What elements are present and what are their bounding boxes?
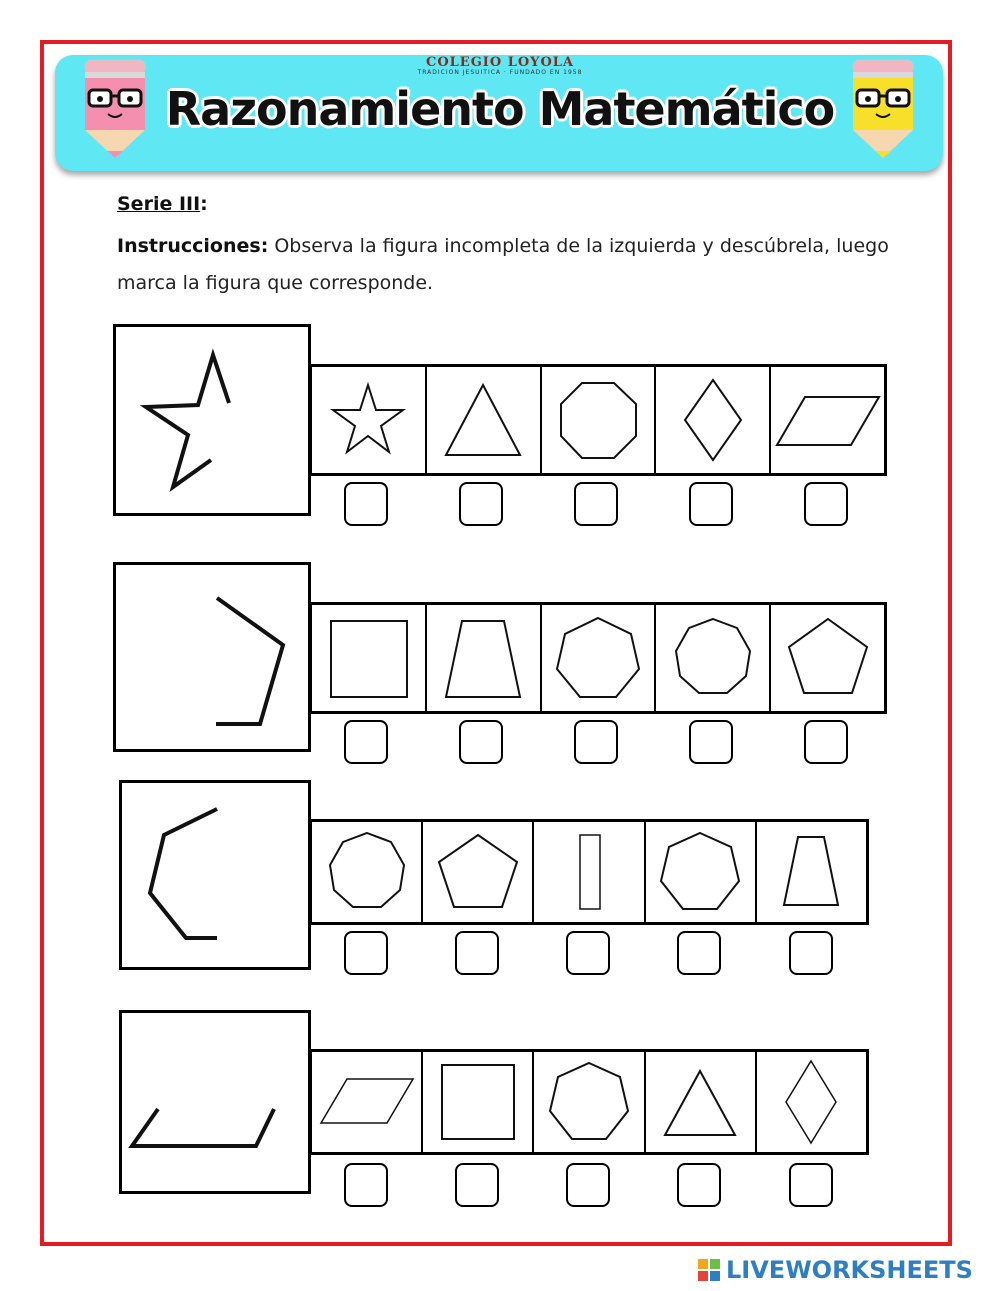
option-rhombus[interactable] bbox=[654, 367, 769, 473]
options-strip-3 bbox=[309, 819, 869, 925]
answer-checkbox-4-5[interactable] bbox=[789, 1163, 833, 1207]
answer-checkbox-2-2[interactable] bbox=[459, 720, 503, 764]
rhombus-icon bbox=[668, 375, 758, 465]
answer-checkbox-2-4[interactable] bbox=[689, 720, 733, 764]
answer-checkbox-4-2[interactable] bbox=[455, 1163, 499, 1207]
trapezoid-icon bbox=[766, 827, 856, 917]
answer-checkbox-3-2[interactable] bbox=[455, 931, 499, 975]
option-star[interactable] bbox=[312, 367, 425, 473]
section-label-text: Serie III bbox=[117, 193, 201, 215]
option-octagon[interactable] bbox=[540, 367, 655, 473]
parallelogram-icon bbox=[773, 375, 883, 465]
option-parallelogram-4[interactable] bbox=[312, 1052, 421, 1152]
answer-checkbox-4-3[interactable] bbox=[566, 1163, 610, 1207]
option-triangle[interactable] bbox=[425, 367, 540, 473]
pentagon-icon bbox=[433, 827, 523, 917]
option-nonagon[interactable] bbox=[654, 605, 769, 711]
heptagon-icon bbox=[553, 613, 643, 703]
option-parallelogram[interactable] bbox=[769, 367, 884, 473]
partial-figure-box-4 bbox=[119, 1010, 311, 1194]
option-heptagon[interactable] bbox=[540, 605, 655, 711]
pentagon-icon bbox=[783, 613, 873, 703]
school-name: COLEGIO LOYOLA bbox=[425, 55, 575, 70]
answer-checkbox-1-4[interactable] bbox=[689, 482, 733, 526]
instructions-label: Instrucciones: bbox=[117, 235, 269, 257]
answer-checkbox-1-2[interactable] bbox=[459, 482, 503, 526]
rhombus-icon bbox=[766, 1057, 856, 1147]
options-strip-1 bbox=[309, 364, 887, 476]
option-rectangle[interactable] bbox=[532, 822, 643, 922]
rectangle-icon bbox=[544, 827, 634, 917]
answer-checkbox-3-4[interactable] bbox=[677, 931, 721, 975]
triangle-icon bbox=[655, 1057, 745, 1147]
page-title: Razonamiento Matemático bbox=[165, 82, 835, 136]
answer-checkbox-3-5[interactable] bbox=[789, 931, 833, 975]
school-motto: TRADICION JESUITICA · FUNDADO EN 1958 bbox=[417, 69, 583, 76]
trapezoid-icon bbox=[438, 613, 528, 703]
partial-star-icon bbox=[116, 327, 308, 513]
answer-checkbox-2-3[interactable] bbox=[574, 720, 618, 764]
section-label-suffix: : bbox=[200, 193, 208, 215]
option-heptagon-3[interactable] bbox=[644, 822, 755, 922]
answer-checkbox-1-3[interactable] bbox=[574, 482, 618, 526]
square-icon bbox=[433, 1057, 523, 1147]
octagon-icon bbox=[553, 375, 643, 465]
partial-parallelogram-icon bbox=[122, 1013, 308, 1191]
options-strip-4 bbox=[309, 1049, 869, 1155]
answer-checkbox-4-1[interactable] bbox=[344, 1163, 388, 1207]
answer-checkbox-4-4[interactable] bbox=[677, 1163, 721, 1207]
nonagon-icon bbox=[668, 613, 758, 703]
answer-checkbox-3-3[interactable] bbox=[566, 931, 610, 975]
heptagon-icon bbox=[655, 827, 745, 917]
option-trapezoid[interactable] bbox=[425, 605, 540, 711]
partial-figure-box-1 bbox=[113, 324, 311, 516]
partial-figure-box-2 bbox=[113, 562, 311, 752]
answer-checkbox-1-5[interactable] bbox=[804, 482, 848, 526]
option-pentagon[interactable] bbox=[769, 605, 884, 711]
instructions-text: Observa la figura incompleta de la izquierda y descúbrela, luego marca la figura que corresponde. bbox=[117, 235, 889, 294]
parallelogram-icon bbox=[317, 1057, 417, 1147]
option-square[interactable] bbox=[312, 605, 425, 711]
option-trapezoid-3[interactable] bbox=[755, 822, 866, 922]
partial-heptagon-icon bbox=[122, 783, 308, 967]
answer-checkbox-2-5[interactable] bbox=[804, 720, 848, 764]
option-rhombus-4[interactable] bbox=[755, 1052, 866, 1152]
liveworksheets-logo-icon bbox=[698, 1259, 720, 1281]
option-triangle-4[interactable] bbox=[644, 1052, 755, 1152]
option-heptagon-4[interactable] bbox=[532, 1052, 643, 1152]
nonagon-icon bbox=[322, 827, 412, 917]
options-strip-2 bbox=[309, 602, 887, 714]
heptagon-icon bbox=[544, 1057, 634, 1147]
square-icon bbox=[323, 613, 413, 703]
footer-brand[interactable]: LIVEWORKSHEETS bbox=[726, 1256, 973, 1284]
answer-checkbox-2-1[interactable] bbox=[344, 720, 388, 764]
answer-checkbox-3-1[interactable] bbox=[344, 931, 388, 975]
star-icon bbox=[323, 375, 413, 465]
triangle-icon bbox=[438, 375, 528, 465]
partial-pentagon-icon bbox=[116, 565, 308, 749]
partial-figure-box-3 bbox=[119, 780, 311, 970]
instructions bbox=[117, 228, 927, 302]
option-pentagon-3[interactable] bbox=[421, 822, 532, 922]
option-square-4[interactable] bbox=[421, 1052, 532, 1152]
option-nonagon-3[interactable] bbox=[312, 822, 421, 922]
section-label bbox=[117, 193, 208, 215]
answer-checkbox-1-1[interactable] bbox=[344, 482, 388, 526]
